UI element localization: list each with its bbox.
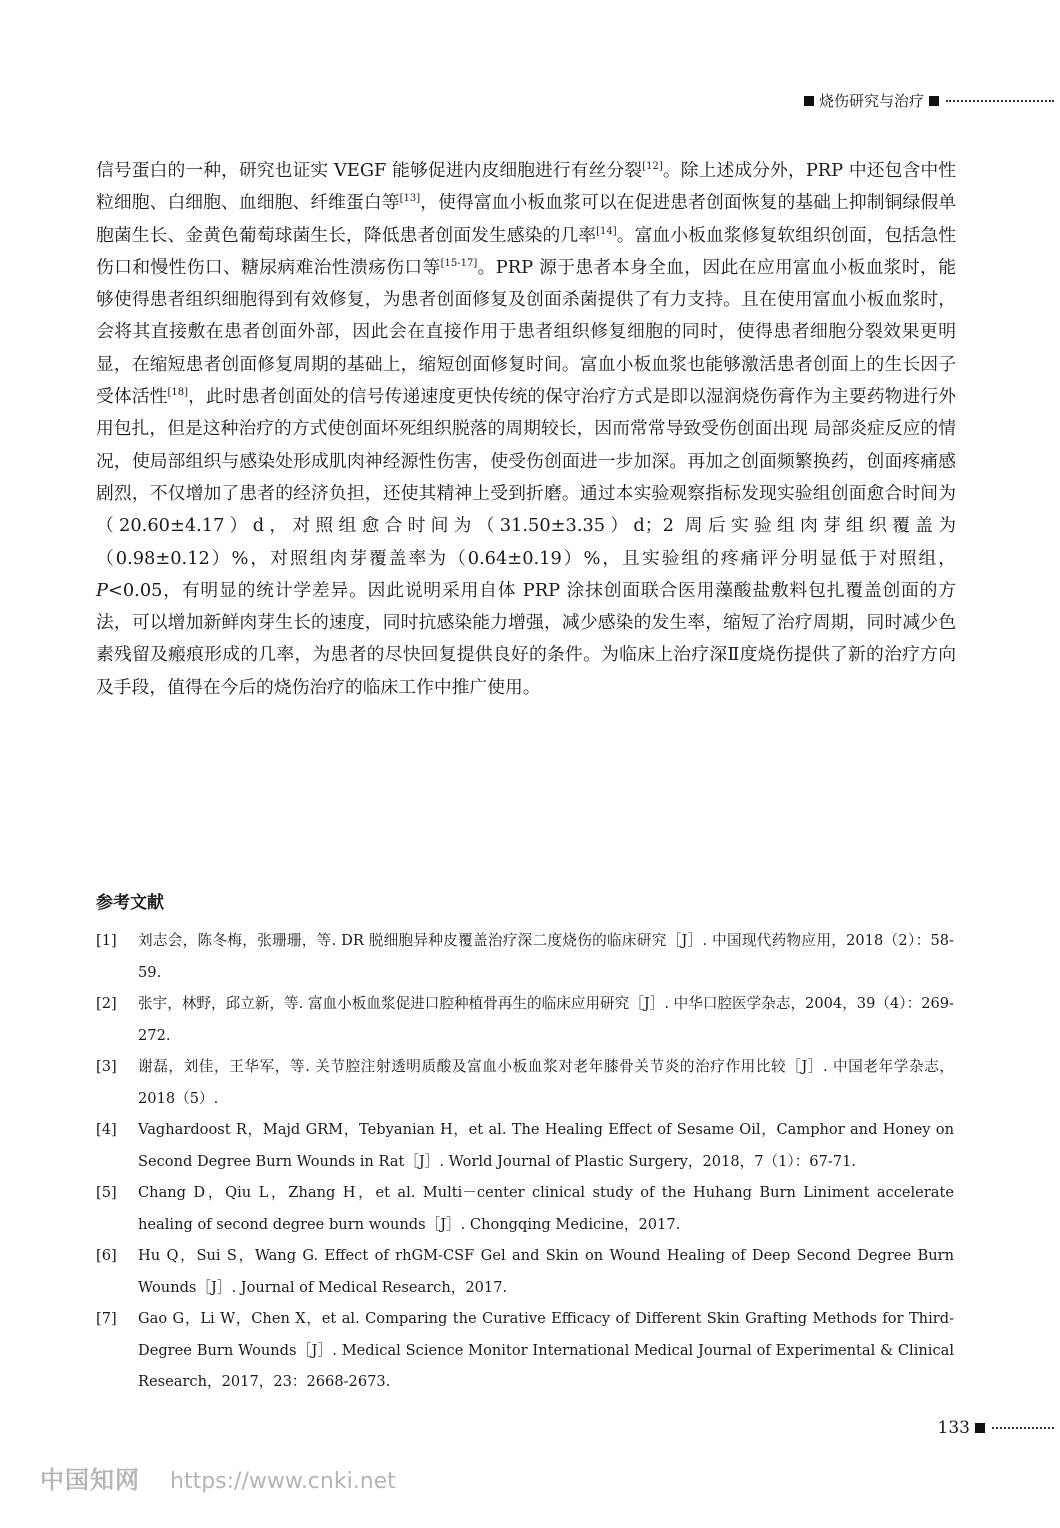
- reference-number: [2]: [96, 995, 117, 1012]
- page-number: 133: [937, 1418, 970, 1438]
- citation[interactable]: [18]: [167, 387, 188, 399]
- reference-text: 张宇，林野，邱立新，等. 富血小板血浆促进口腔种植骨再生的临床应用研究［J］. 中华口腔医学杂志，2004，39（4）：269-272.: [138, 995, 954, 1044]
- footer-square-icon: [975, 1423, 985, 1433]
- reference-number: [6]: [96, 1247, 117, 1264]
- reference-number: [3]: [96, 1058, 117, 1075]
- citation[interactable]: [14]: [596, 225, 617, 237]
- page-footer: [938, 1418, 1054, 1438]
- header-square-icon: [804, 96, 814, 106]
- reference-item: [96, 925, 954, 988]
- reference-number: [4]: [96, 1121, 117, 1138]
- body-paragraph: 信号蛋白的一种，研究也证实 VEGF 能够促进内皮细胞进行有丝分裂[12]。除上述成分外，PRP 中还包含中性粒细胞、白细胞、血细胞、纤维蛋白等[13]，使得富血小板血浆可以在促进患者创面恢复的基础上抑制铜绿假单胞菌生长、金黄色葡萄球菌生长，降低患者创面发生感染的几率[14]。富血小板血浆修复软组织创面，包括急性伤口和慢性伤口、糖尿病难治性溃疡伤口等[15-17]。PRP 源于患者本身全血，因此在应用富血小板血浆时，能够使得患者组织细胞得到有效修复，为患者创面修复及创面杀菌提供了有力支持。且在使用富血小板血浆时，会将其直接敷在患者创面外部，因此会在直接作用于患者组织修复细胞的同时，使得患者细胞分裂效果更明显，在缩短患者创面修复周期的基础上，缩短创面修复时间。富血小板血浆也能够激活患者创面上的生长因子受体活性[18]，此时患者创面处的信号传递速度更快传统的保守治疗方式是即以湿润烧伤膏作为主要药物进行外用包扎，但是这种治疗的方式使创面坏死组织脱落的周期较长，因而常常导致受伤创面出现 局部炎症反应的情况，使局部组织与感染处形成肌肉神经源性伤害，使受伤创面进一步加深。再加之创面频繁换药，创面疼痛感剧烈，不仅增加了患者的经济负担，还使其精神上受到折磨。通过本实验观察指标发现实验组创面愈合时间为（20.60±4.17）d，对照组愈合时间为（31.50±3.35）d；2 周后实验组肉芽组织覆盖为（0.98±0.12）%，对照组肉芽覆盖率为（0.64±0.19）%，且实验组的疼痛评分明显低于对照组，P<0.05，有明显的统计学差异。因此说明采用自体 PRP 涂抹创面联合医用藻酸盐敷料包扎覆盖创面的方法，可以增加新鲜肉芽生长的速度，同时抗感染能力增强，减少感染的发生率，缩短了治疗周期，同时减少色素残留及瘢痕形成的几率，为患者的尽快回复提供良好的条件。为临床上治疗深Ⅱ度烧伤提供了新的治疗方向及手段，值得在今后的烧伤治疗的临床工作中推广使用。: [96, 160, 956, 698]
- reference-item: [96, 988, 954, 1051]
- header-section-title: 烧伤研究与治疗: [818, 92, 924, 110]
- running-header: [0, 90, 1054, 114]
- reference-item: [96, 1051, 954, 1114]
- reference-number: [1]: [96, 932, 117, 949]
- reference-item: [96, 1303, 954, 1398]
- reference-text: Vaghardoost R，Majd GRM，Tebyanian H，et al. The Healing Effect of Sesame Oil，Camphor and Honey on Second Degree Burn Wounds in Rat［J］. World Journal of Plastic Surgery，2018，7（1）：67-71.: [138, 1121, 954, 1170]
- reference-text: Gao G，Li W，Chen X，et al. Comparing the Curative Efficacy of Different Skin Grafting Methods for Third-Degree Burn Wounds［J］. Medical Science Monitor International Medical Journal of Experimental & Clinical Research，2017，23：2668-2673.: [138, 1310, 954, 1390]
- watermark-url[interactable]: https://www.cnki.net: [170, 1469, 396, 1494]
- header-dotted-rule: [946, 100, 1054, 102]
- reference-number: [7]: [96, 1310, 117, 1327]
- references-heading: 参考文献: [96, 893, 164, 913]
- header-square-icon: [929, 96, 939, 106]
- reference-text: Hu Q，Sui S，Wang G. Effect of rhGM-CSF Gel and Skin on Wound Healing of Deep Second Degree Burn Wounds［J］. Journal of Medical Research，2017.: [138, 1247, 954, 1296]
- p-value-symbol: P: [96, 579, 108, 601]
- citation[interactable]: [15-17]: [440, 257, 478, 269]
- reference-list: [96, 925, 954, 1398]
- reference-item: [96, 1177, 954, 1240]
- cnki-watermark: [40, 1460, 396, 1495]
- reference-item: [96, 1114, 954, 1177]
- reference-text: 谢磊，刘佳，王华军，等. 关节腔注射透明质酸及富血小板血浆对老年膝骨关节炎的治疗作用比较［J］. 中国老年学杂志，2018（5）.: [138, 1058, 954, 1107]
- watermark-logo: 中国知网: [40, 1466, 140, 1494]
- reference-number: [5]: [96, 1184, 117, 1201]
- citation[interactable]: [13]: [399, 193, 421, 205]
- reference-text: 刘志会，陈冬梅，张珊珊，等. DR 脱细胞异种皮覆盖治疗深二度烧伤的临床研究［J］. 中国现代药物应用，2018（2）：58-59.: [138, 932, 954, 981]
- footer-dotted-rule: [992, 1427, 1054, 1429]
- reference-text: Chang D，Qiu L，Zhang H，et al. Multi－center clinical study of the Huhang Burn Liniment accelerate healing of second degree burn wounds［J］. Chongqing Medicine，2017.: [138, 1184, 954, 1233]
- reference-item: [96, 1240, 954, 1303]
- citation[interactable]: [12]: [642, 161, 663, 172]
